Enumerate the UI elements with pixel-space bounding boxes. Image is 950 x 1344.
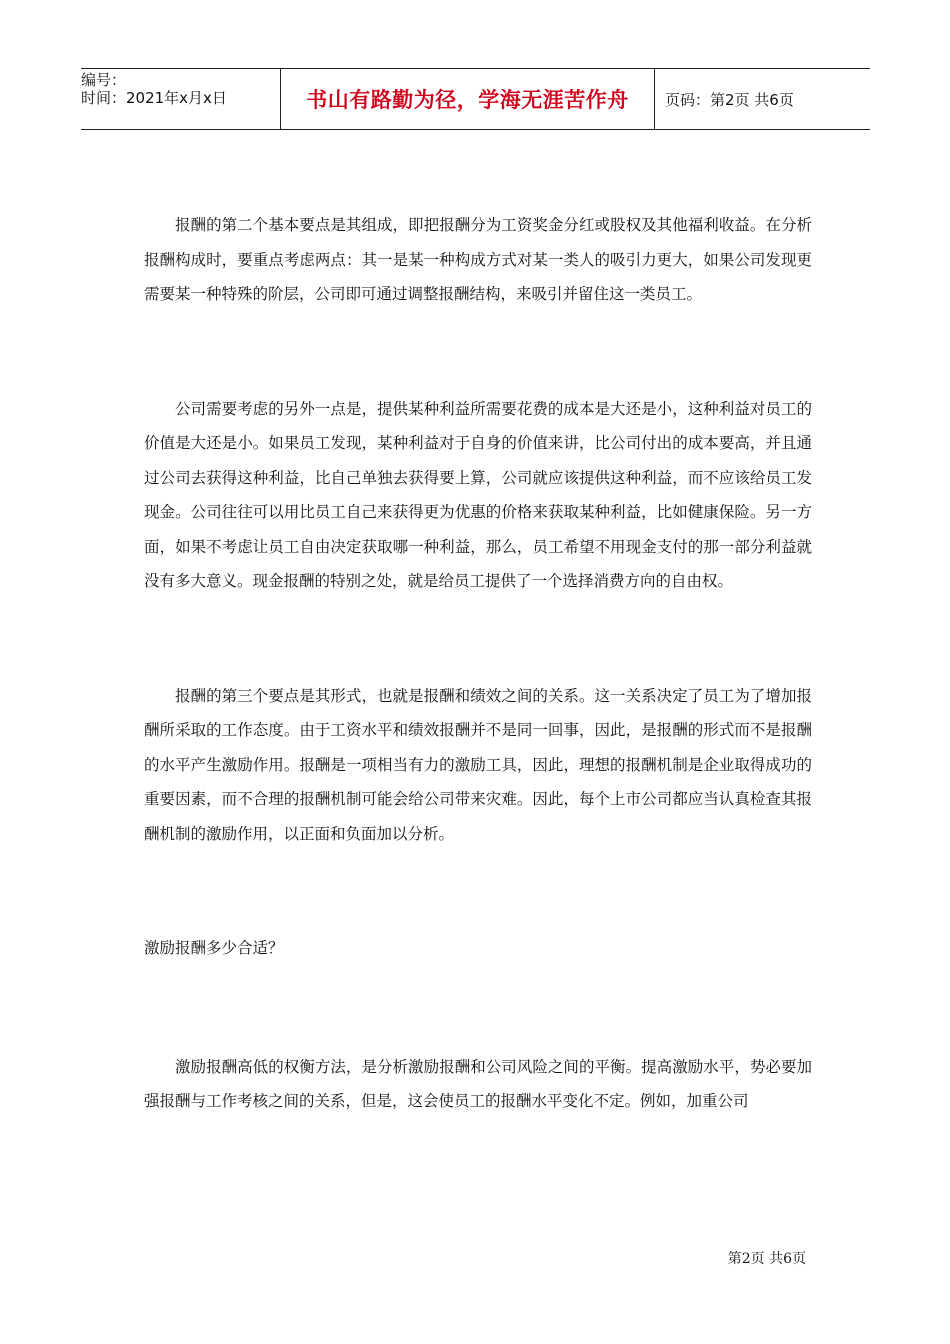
section-heading: 激励报酬多少合适？ xyxy=(144,939,284,957)
paragraph-1: 报酬的第二个基本要点是其组成，即把报酬分为工资奖金分红或股权及其他福利收益。在分析报酬构成时，要重点考虑两点：其一是某一种构成方式对某一类人的吸引力更大，如果公司发现更需要某一种特殊的阶层，公司即可通过调整报酬结构，来吸引并留住这一类员工。 xyxy=(144,216,812,303)
paragraph-spacer xyxy=(144,599,812,679)
page-header xyxy=(81,68,870,130)
header-page-cell xyxy=(655,69,870,129)
paragraph-3: 报酬的第三个要点是其形式，也就是报酬和绩效之间的关系。这一关系决定了员工为了增加报酬所采取的工作态度。由于工资水平和绩效报酬并不是同一回事，因此，是报酬的形式而不是报酬的水平产生激励作用。报酬是一项相当有力的激励工具，因此，理想的报酬机制是企业取得成功的重要因素，而不合理的报酬机制可能会给公司带来灾难。因此，每个上市公司都应当认真检查其报酬机制的激励作用，以正面和负面加以分析。 xyxy=(144,686,812,843)
document-date: 时间：2021年x月x日 xyxy=(81,89,227,107)
paragraph-spacer xyxy=(144,851,812,931)
paragraph-4: 激励报酬高低的权衡方法，是分析激励报酬和公司风险之间的平衡。提高激励水平，势必要加强报酬与工作考核之间的关系，但是，这会使员工的报酬水平变化不定。例如，加重公司 xyxy=(144,1057,812,1110)
page-footer xyxy=(728,1248,806,1268)
paragraph-spacer xyxy=(144,312,812,392)
header-meta xyxy=(81,69,281,129)
paragraph-2: 公司需要考虑的另外一点是，提供某种利益所需要花费的成本是大还是小，这种利益对员工的价值是大还是小。如果员工发现，某种利益对于自身的价值来讲，比公司付出的成本要高，并且通过公司去获得这种利益，比自己单独去获得要上算，公司就应该提供这种利益，而不应该给员工发现金。公司往往可以用比员工自己来获得更为优惠的价格来获取某种利益，比如健康保险。另一方面，如果不考虑让员工自由决定获取哪一种利益，那么，员工希望不用现金支付的那一部分利益就没有多大意义。现金报酬的特别之处，就是给员工提供了一个选择消费方向的自由权。 xyxy=(144,399,812,590)
footer-page-number: 第2页 共6页 xyxy=(727,1251,806,1267)
header-motto-cell xyxy=(281,69,655,129)
header-page-number: 页码：第2页 共6页 xyxy=(665,90,794,109)
paragraph-spacer xyxy=(144,966,812,1050)
header-motto: 书山有路勤为径，学海无涯苦作舟 xyxy=(306,88,629,112)
document-body xyxy=(144,208,812,1119)
document-number: 编号： xyxy=(81,71,127,89)
